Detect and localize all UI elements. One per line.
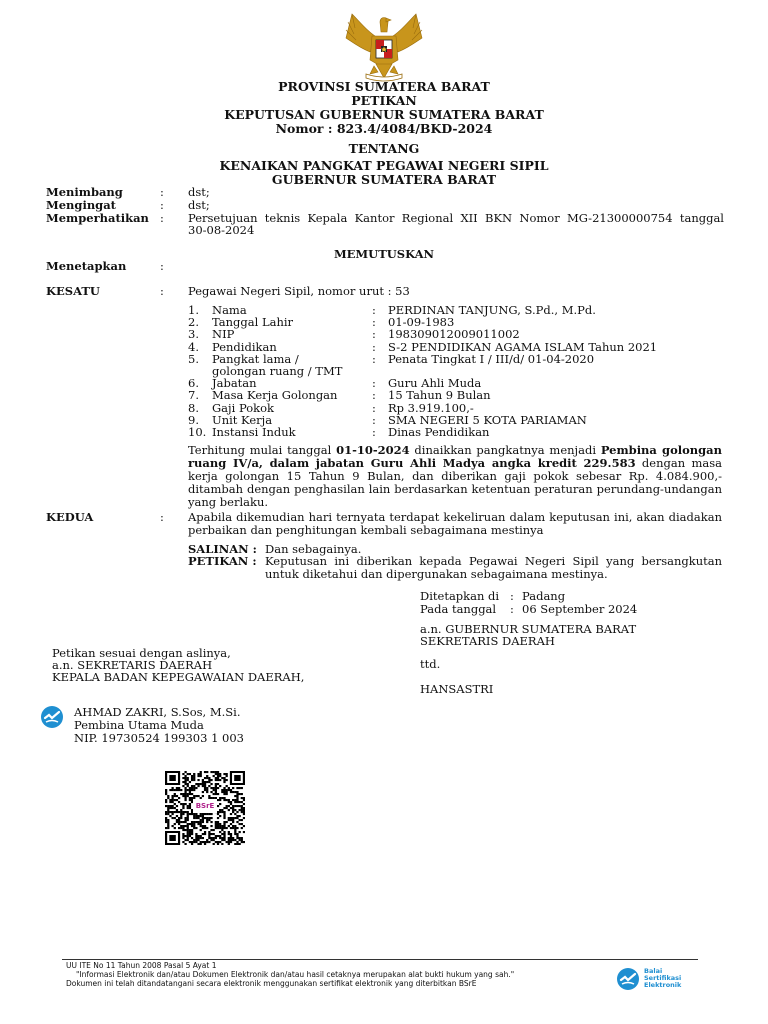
decree-title: KEPUTUSAN GUBERNUR SUMATERA BARAT: [224, 107, 544, 122]
detail-colon: :: [372, 315, 376, 330]
detail-no: 3.: [188, 327, 199, 342]
petikan-label: PETIKAN :: [188, 554, 257, 568]
detail-colon: :: [372, 376, 376, 391]
certified-line-2: a.n. SEKRETARIS DAERAH: [52, 658, 213, 672]
detail-value: 198309012009011002: [388, 327, 520, 342]
kesatu-colon: :: [160, 284, 164, 298]
detail-label: Unit Kerja: [212, 412, 273, 427]
date-colon: :: [510, 602, 514, 616]
detail-label: NIP: [212, 327, 235, 342]
memutuskan-title: MEMUTUSKAN: [333, 247, 435, 261]
detail-colon: :: [372, 351, 376, 366]
footer-quote: "Informasi Elektronik dan/atau Dokumen Elektronik dan/atau hasil cetaknya merupakan alat bukti hukum yang sah.": [76, 970, 515, 979]
footer-divider: [62, 959, 698, 960]
subject-line-2: GUBERNUR SUMATERA BARAT: [271, 172, 497, 187]
detail-label: golongan ruang / TMT: [212, 364, 343, 378]
place-value: Padang: [522, 589, 566, 603]
garuda-emblem: [338, 8, 430, 84]
detail-label: Instansi Induk: [212, 425, 296, 439]
para-tmt-date: 01-10-2024: [336, 443, 410, 457]
para-new-rank: Pembina golongan ruang IV/a, dalam jabatan Guru Ahli Madya angka kredit 229.583: [188, 443, 722, 470]
certified-line-3: KEPALA BADAN KEPEGAWAIAN DAERAH,: [52, 670, 305, 684]
detail-no: 9.: [188, 412, 199, 427]
para-text-3: dengan masa kerja golongan 15 Tahun 9 Bulan, dan diberikan gaji pokok sebesar Rp. 4.084.900,- ditambah dengan penghasilan lain berdasarkan ketentuan peraturan perundang-undangan yang berlaku.: [188, 456, 722, 509]
memperhatikan-value: Persetujuan teknis Kepala Kantor Regional XII BKN Nomor MG-21300000754 tanggal: [188, 211, 724, 225]
memperhatikan-label: Memperhatikan: [46, 211, 149, 225]
menimbang-label: Menimbang: [46, 185, 123, 199]
province-title: PROVINSI SUMATERA BARAT: [278, 79, 490, 94]
mengingat-label: Mengingat: [46, 198, 116, 212]
detail-no: 4.: [188, 339, 199, 354]
detail-label: Nama: [212, 303, 247, 317]
memperhatikan-colon: :: [160, 211, 164, 225]
place-label: Ditetapkan di: [420, 589, 500, 603]
certifier-name: AHMAD ZAKRI, S.Sos, M.Si.: [74, 705, 241, 719]
detail-value: S-2 PENDIDIKAN AGAMA ISLAM Tahun 2021: [388, 339, 658, 354]
detail-colon: :: [372, 303, 376, 317]
bsre-text-3: Elektronik: [644, 980, 682, 989]
detail-value: PERDINAN TANJUNG, S.Pd., M.Pd.: [388, 303, 596, 317]
detail-colon: :: [372, 412, 376, 427]
bsre-footer-logo-icon: [616, 967, 640, 991]
signing-name: HANSASTRI: [420, 682, 494, 696]
detail-label: Masa Kerja Golongan: [212, 388, 338, 403]
certified-line-1: Petikan sesuai dengan aslinya,: [52, 646, 231, 660]
detail-value: 15 Tahun 9 Bulan: [388, 388, 491, 403]
detail-value: Guru Ahli Muda: [388, 376, 482, 391]
kedua-text: Apabila dikemudian hari ternyata terdapat kekeliruan dalam keputusan ini, akan diadakan perbaikan dan penghitungan kembali sebagaimana mestinya: [188, 510, 722, 537]
detail-value: Penata Tingkat I / III/d/ 01-04-2020: [388, 351, 595, 366]
petikan-value: Keputusan ini diberikan kepada Pegawai Negeri Sipil yang bersangkutan untuk diketahui dan dipergunakan sebagaimana mestinya.: [265, 554, 722, 581]
menetapkan-label: Menetapkan: [46, 259, 127, 273]
detail-label: Jabatan: [212, 376, 257, 391]
menetapkan-colon: :: [160, 259, 164, 273]
detail-value: Dinas Pendidikan: [388, 425, 490, 439]
salinan-value: Dan sebagainya.: [265, 542, 362, 556]
detail-no: 10.: [188, 425, 207, 439]
bsre-footer-text: [644, 968, 681, 988]
petikan-title: PETIKAN: [351, 93, 417, 108]
kesatu-label: KESATU: [46, 284, 100, 298]
kedua-label: KEDUA: [46, 510, 94, 524]
signing-role: SEKRETARIS DAERAH: [420, 634, 555, 648]
detail-value: 01-09-1983: [388, 315, 455, 330]
signing-ttd: ttd.: [420, 657, 441, 671]
detail-no: 8.: [188, 400, 199, 415]
decree-number: Nomor : 823.4/4084/BKD-2024: [275, 121, 493, 136]
footer-signed-note: Dokumen ini telah ditandatangani secara elektronik menggunakan sertifikat elektronik yang diterbitkan BSrE: [66, 979, 477, 988]
kesatu-intro: Pegawai Negeri Sipil, nomor urut : 53: [188, 284, 410, 298]
menimbang-value: dst;: [188, 185, 210, 199]
detail-colon: :: [372, 400, 376, 415]
detail-no: 2.: [188, 315, 199, 330]
certifier-rank: Pembina Utama Muda: [74, 718, 204, 732]
detail-no: 1.: [188, 303, 199, 317]
mengingat-value: dst;: [188, 198, 210, 212]
tentang-title: TENTANG: [348, 141, 420, 156]
detail-colon: :: [372, 339, 376, 354]
qr-code: [165, 771, 245, 845]
para-text-2: dinaikkan pangkatnya menjadi: [409, 443, 601, 457]
place-colon: :: [510, 589, 514, 603]
detail-label: Pendidikan: [212, 339, 277, 354]
certifier-nip: NIP. 19730524 199303 1 003: [74, 731, 244, 745]
qr-bsre-badge: BSrE: [193, 799, 217, 813]
detail-colon: :: [372, 425, 376, 439]
detail-value: Rp 3.919.100,-: [388, 400, 474, 415]
kesatu-paragraph: [188, 444, 722, 509]
date-value: 06 September 2024: [522, 602, 638, 616]
salinan-label: SALINAN :: [188, 542, 257, 556]
detail-value: SMA NEGERI 5 KOTA PARIAMAN: [388, 412, 587, 427]
para-text-1: Terhitung mulai tanggal: [188, 443, 337, 457]
menimbang-colon: :: [160, 185, 164, 199]
memperhatikan-value-2: 30-08-2024: [188, 223, 255, 237]
detail-no: 6.: [188, 376, 199, 391]
detail-label: Tanggal Lahir: [212, 315, 294, 330]
date-label: Pada tanggal: [420, 602, 497, 616]
bsre-text-1: Balai: [644, 967, 663, 975]
detail-label: Pangkat lama /: [212, 351, 299, 366]
subject-line-1: KENAIKAN PANGKAT PEGAWAI NEGERI SIPIL: [219, 158, 549, 173]
detail-colon: :: [372, 388, 376, 403]
detail-no: 7.: [188, 388, 199, 403]
mengingat-colon: :: [160, 198, 164, 212]
kedua-colon: :: [160, 510, 164, 524]
signing-an: a.n. GUBERNUR SUMATERA BARAT: [420, 622, 637, 636]
detail-label: Gaji Pokok: [212, 400, 274, 415]
bsre-logo-icon: [40, 705, 64, 729]
detail-no: 5.: [188, 351, 199, 366]
detail-colon: :: [372, 327, 376, 342]
footer-law: UU ITE No 11 Tahun 2008 Pasal 5 Ayat 1: [66, 961, 217, 970]
bsre-text-2: Sertifikasi: [644, 973, 682, 982]
